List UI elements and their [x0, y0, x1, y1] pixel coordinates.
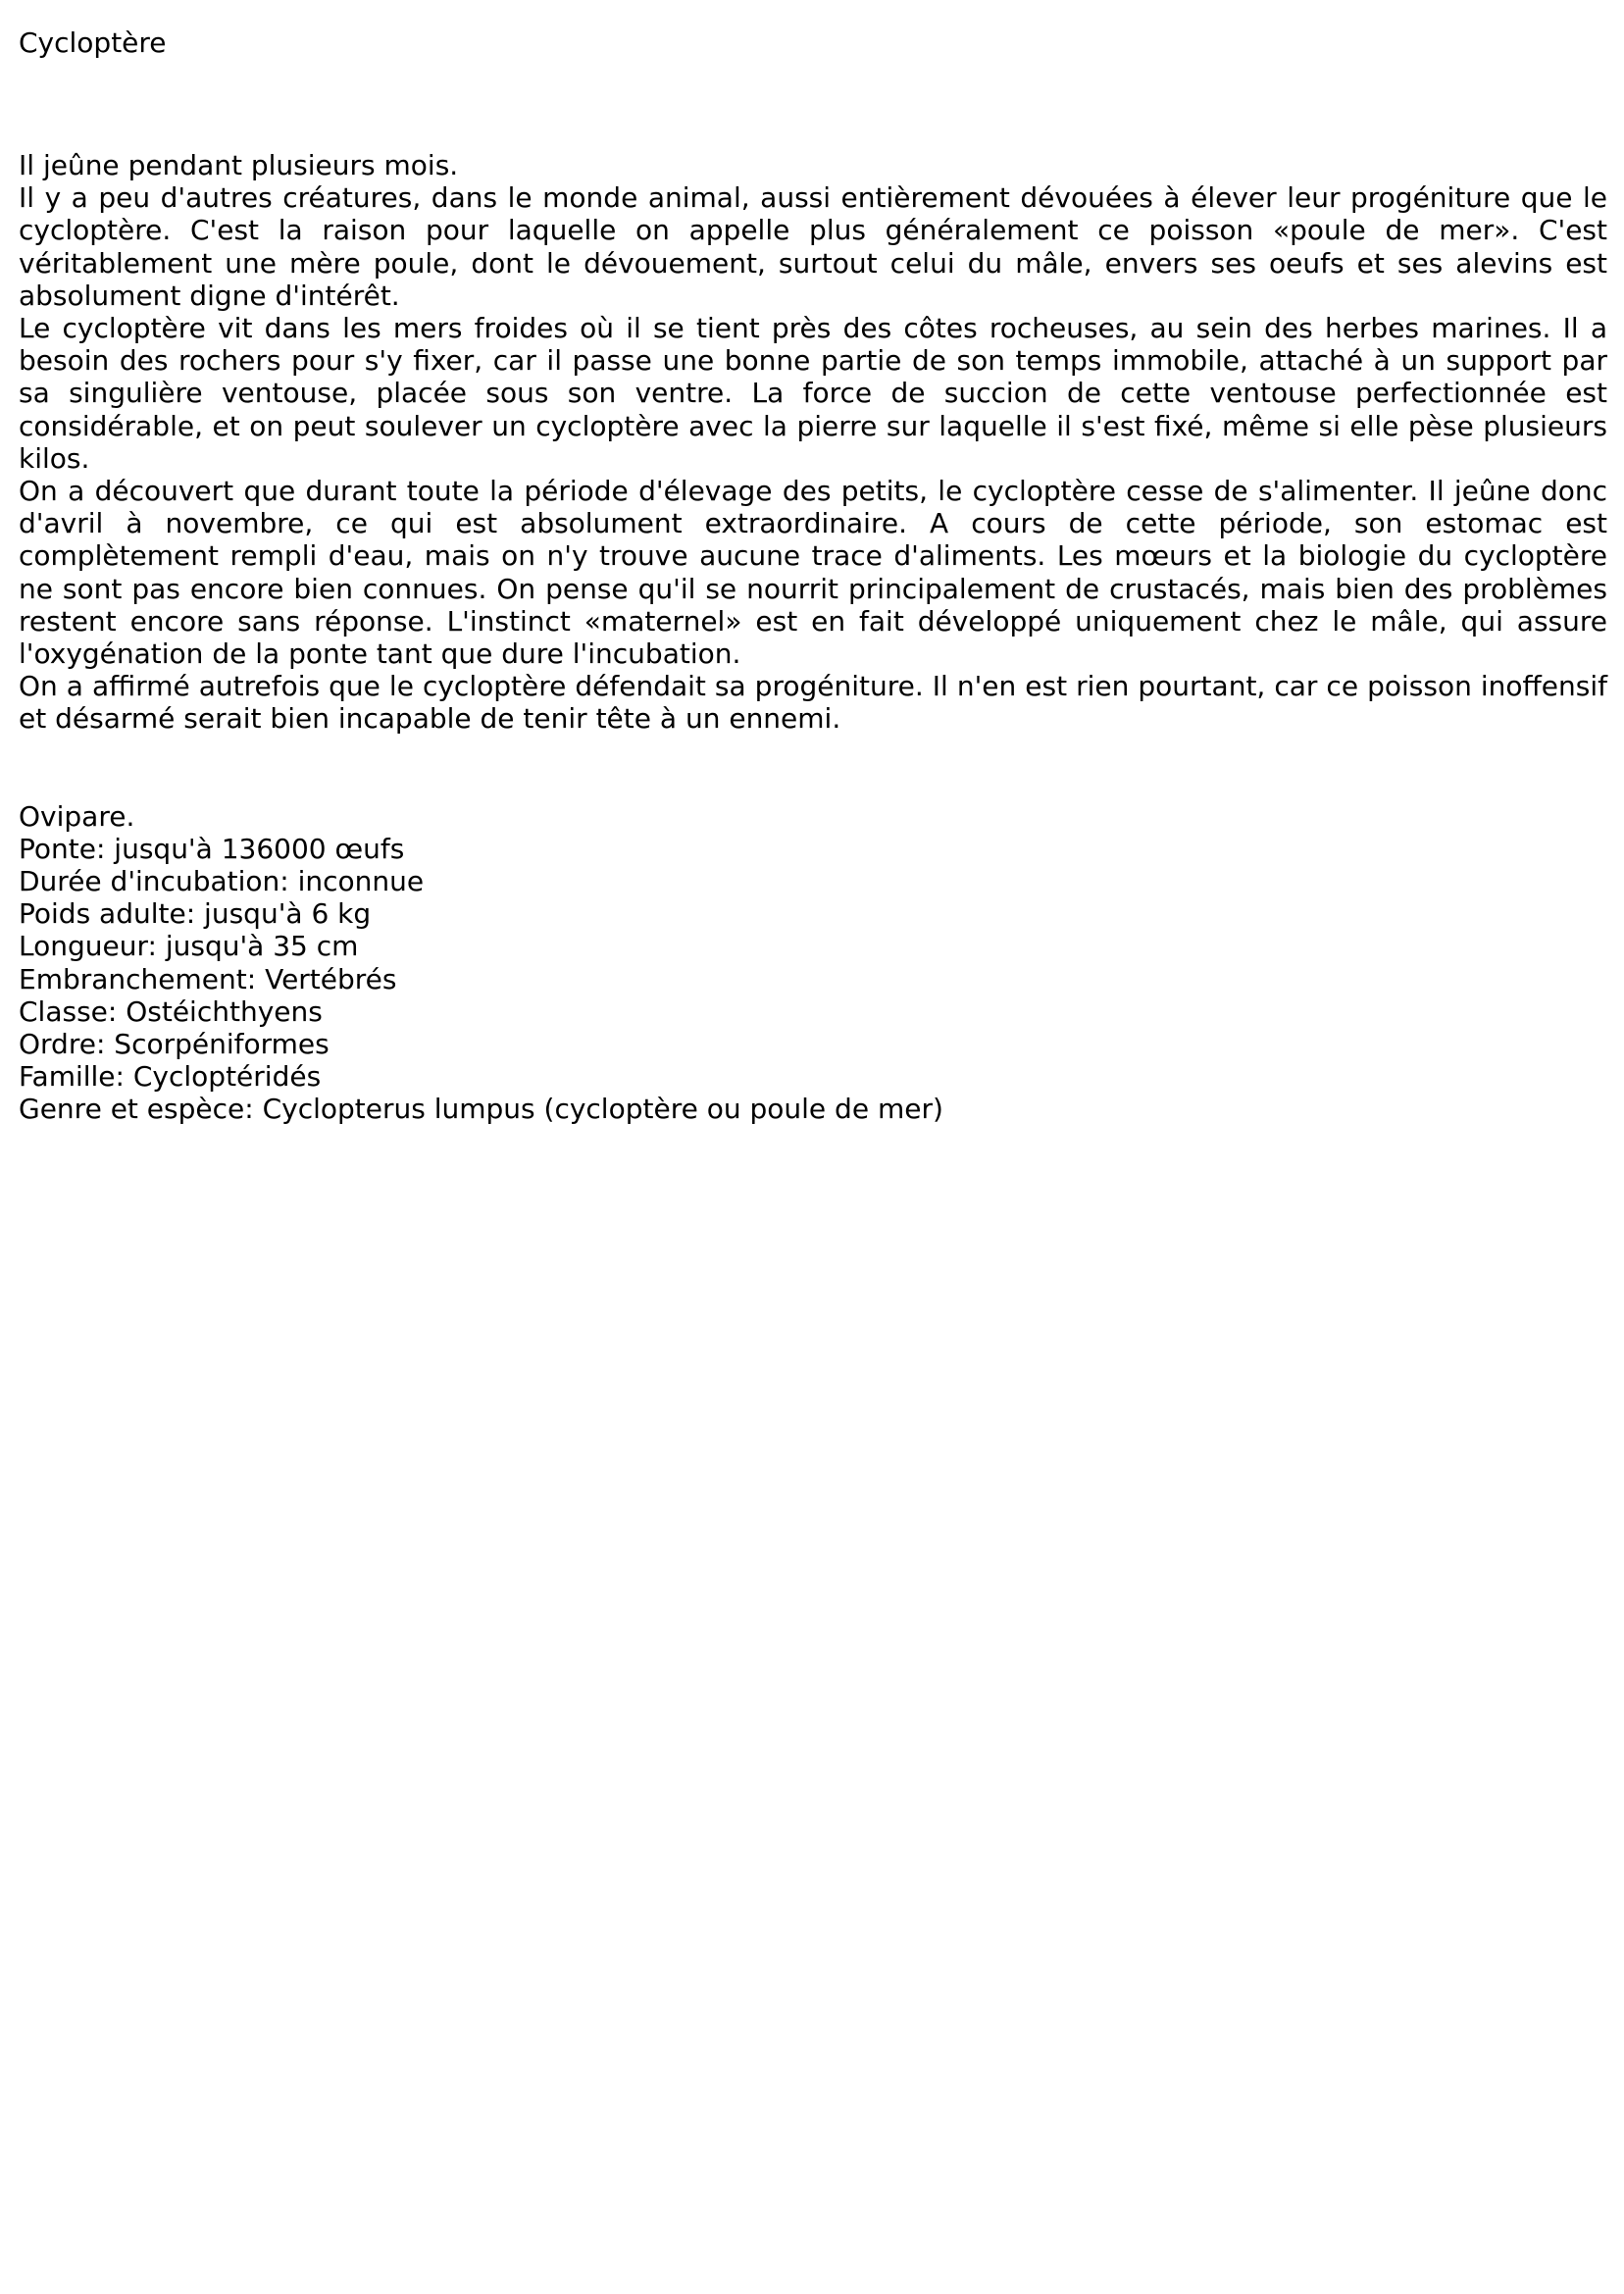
paragraph: On a découvert que durant toute la période d'élevage des petits, le cycloptère cesse de s'alimenter. Il jeûne donc d'avril à novembre, ce qui est absolument extraordinaire. A cours de cette période, son estomac est complètement rempli d'eau, mais on n'y trouve aucune trace d'aliments. Les mœurs et la biologie du cycloptère ne sont pas encore bien connues. On pense qu'il se nourrit principalement de crustacés, mais bien des problèmes restent encore sans réponse. L'instinct «maternel» est en fait développé uniquement chez le mâle, qui assure l'oxygénation de la ponte tant que dure l'incubation.	[19, 475, 1607, 671]
document-content	[19, 26, 1607, 1126]
fact-line: Ordre: Scorpéniformes	[19, 1028, 330, 1061]
fact-sheet	[19, 800, 1607, 1126]
fact-line: Genre et espèce: Cyclopterus lumpus (cycloptère ou poule de mer)	[19, 1093, 943, 1126]
article-body	[19, 149, 1607, 736]
fact-line: Longueur: jusqu'à 35 cm	[19, 930, 359, 963]
fact-line: Ponte: jusqu'à 136000 œufs	[19, 832, 405, 865]
paragraph: Il y a peu d'autres créatures, dans le monde animal, aussi entièrement dévouées à élever leur progéniture que le cycloptère. C'est la raison pour laquelle on appelle plus généralement ce poisson «poule de mer». C'est véritablement une mère poule, dont le dévouement, surtout celui du mâle, envers ses oeufs et ses alevins est absolument digne d'intérêt.	[19, 181, 1607, 312]
fact-line: Famille: Cycloptéridés	[19, 1060, 322, 1094]
fact-line: Poids adulte: jusqu'à 6 kg	[19, 897, 372, 931]
fact-line: Classe: Ostéichthyens	[19, 994, 323, 1028]
fact-line: Durée d'incubation: inconnue	[19, 865, 425, 898]
article-subtitle: Il jeûne pendant plusieurs mois.	[19, 149, 459, 181]
fact-line: Embranchement: Vertébrés	[19, 962, 397, 995]
paragraph: On a affirmé autrefois que le cycloptère défendait sa progéniture. Il n'en est rien pourtant, car ce poisson inoffensif et désarmé serait bien incapable de tenir tête à un ennemi.	[19, 670, 1607, 736]
paragraph: Le cycloptère vit dans les mers froides où il se tient près des côtes rocheuses, au sein des herbes marines. Il a besoin des rochers pour s'y fixer, car il passe une bonne partie de son temps immobile, attaché à un support par sa singulière ventouse, placée sous son ventre. La force de succion de cette ventouse perfectionnée est considérable, et on peut soulever un cycloptère avec la pierre sur laquelle il s'est fixé, même si elle pèse plusieurs kilos.	[19, 312, 1607, 475]
document-title: Cycloptère	[19, 26, 167, 59]
fact-line: Ovipare.	[19, 799, 135, 833]
